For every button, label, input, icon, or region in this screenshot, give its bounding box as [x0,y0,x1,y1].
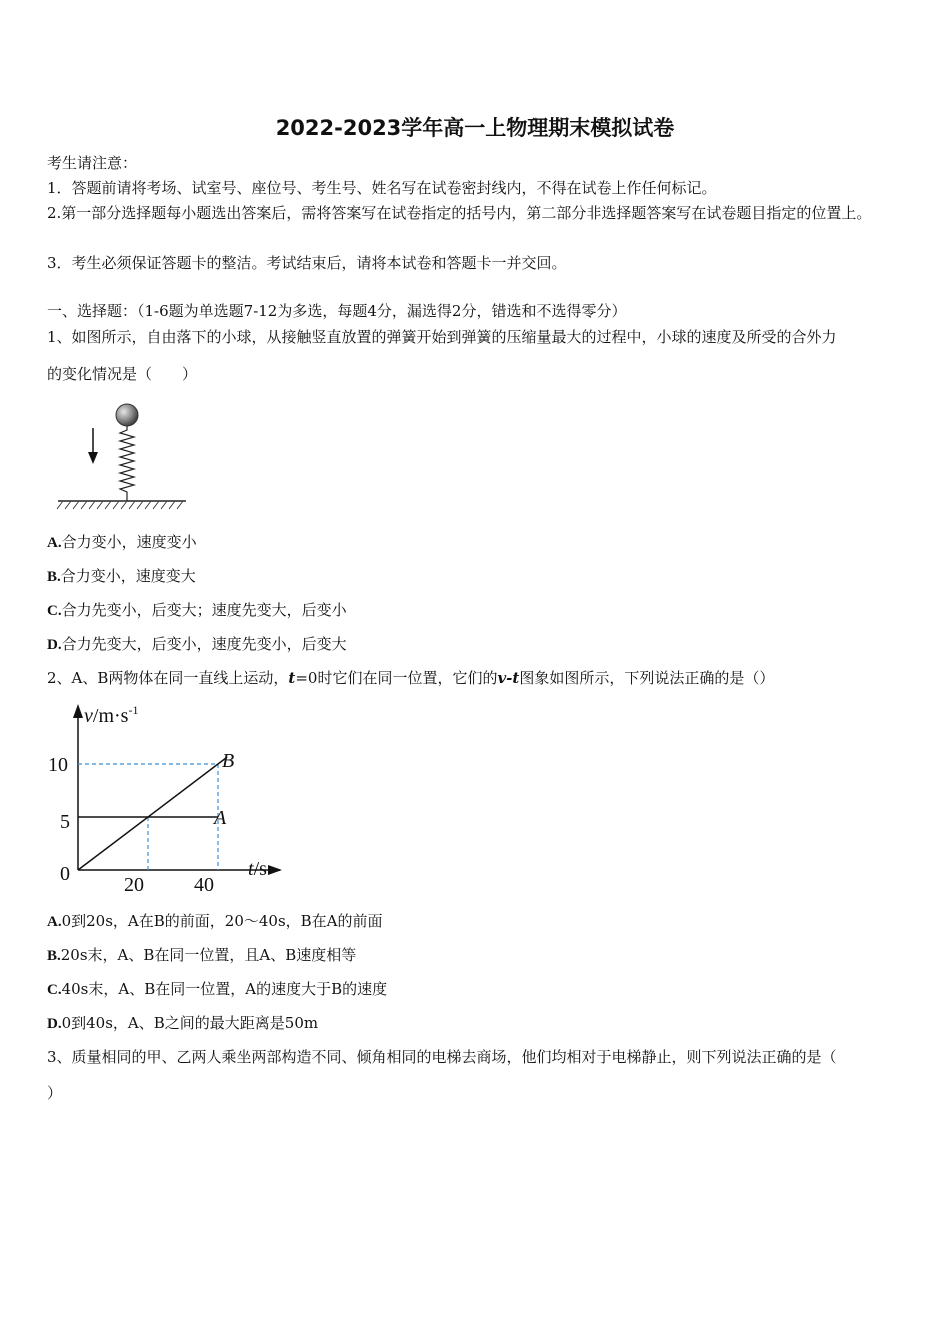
y-axis-label: $v/m\cdot s^{-1}$ [84,703,139,727]
q2-option-a[interactable]: A.0到20s，A在B的前面，20～40s，B在A的前面 [47,912,383,930]
q1-option-b[interactable]: B.合力变小，速度变大 [47,567,196,585]
vt-chart [40,700,280,900]
xtick-20: 20 [124,874,144,896]
section-heading: 一、选择题：（1-6题为单选题7-12为多选，每题4分，漏选得2分，错选和不选得零分） [47,302,627,320]
x-axis-arrow [268,865,282,875]
q2-stem: 2、A、B两物体在同一直线上运动，t=0时它们在同一位置，它们的v-t图象如图所示，下列说法正确的是（） [47,669,775,687]
q1-stem-line1: 1、如图所示，自由落下的小球，从接触竖直放置的弹簧开始到弹簧的压缩量最大的过程中，小球的速度及所受的合外力 [47,328,837,346]
notice-item-1: 1．答题前请将考场、试室号、座位号、考生号、姓名写在试卷密封线内，不得在试卷上作任何标记。 [47,179,717,197]
spring-ball-figure [55,400,190,512]
q3-stem-line2: ） [47,1084,63,1102]
q2-option-c[interactable]: C.40s末，A、B在同一位置，A的速度大于B的速度 [47,980,388,998]
page-title: 2022-2023学年高一上物理期末模拟试卷 [275,116,675,140]
ground-hatch [57,501,183,509]
x-axis-label: t/s [248,858,267,880]
q1-option-c[interactable]: C.合力先变小，后变大；速度先变大，后变小 [47,601,347,619]
series-line-b [78,757,227,870]
q2-option-b[interactable]: B.20s末，A、B在同一位置，且A、B速度相等 [47,946,357,964]
y-axis-arrow [73,704,83,718]
q1-option-d[interactable]: D.合力先变大，后变小，速度先变小，后变大 [47,635,347,653]
q2-option-d[interactable]: D.0到40s，A、B之间的最大距离是50m [47,1014,319,1032]
q1-option-a[interactable]: A.合力变小，速度变小 [47,533,197,551]
ball [116,404,138,426]
series-lines [78,757,227,870]
series-label-a: A [214,807,227,829]
ytick-5: 5 [60,811,70,833]
notice-item-2: 2.第一部分选择题每小题选出答案后，需将答案写在试卷指定的括号内，第二部分非选择题答案写在试卷题目指定的位置上。 [47,204,872,222]
series-label-b: B [222,750,235,772]
q1-stem-line2: 的变化情况是（ ） [47,365,198,383]
q3-stem-line1: 3、质量相同的甲、乙两人乘坐两部构造不同、倾角相同的电梯去商场，他们均相对于电梯静止，则下列说法正确的是（ [47,1048,837,1066]
origin-label: 0 [60,863,70,885]
arrow-head [88,452,98,464]
notice-heading: 考生请注意： [47,154,138,172]
ytick-10: 10 [48,754,68,776]
notice-item-3: 3．考生必须保证答题卡的整洁。考试结束后，请将本试卷和答题卡一并交回。 [47,254,567,272]
spring-coil [120,426,134,501]
xtick-40: 40 [194,874,214,896]
